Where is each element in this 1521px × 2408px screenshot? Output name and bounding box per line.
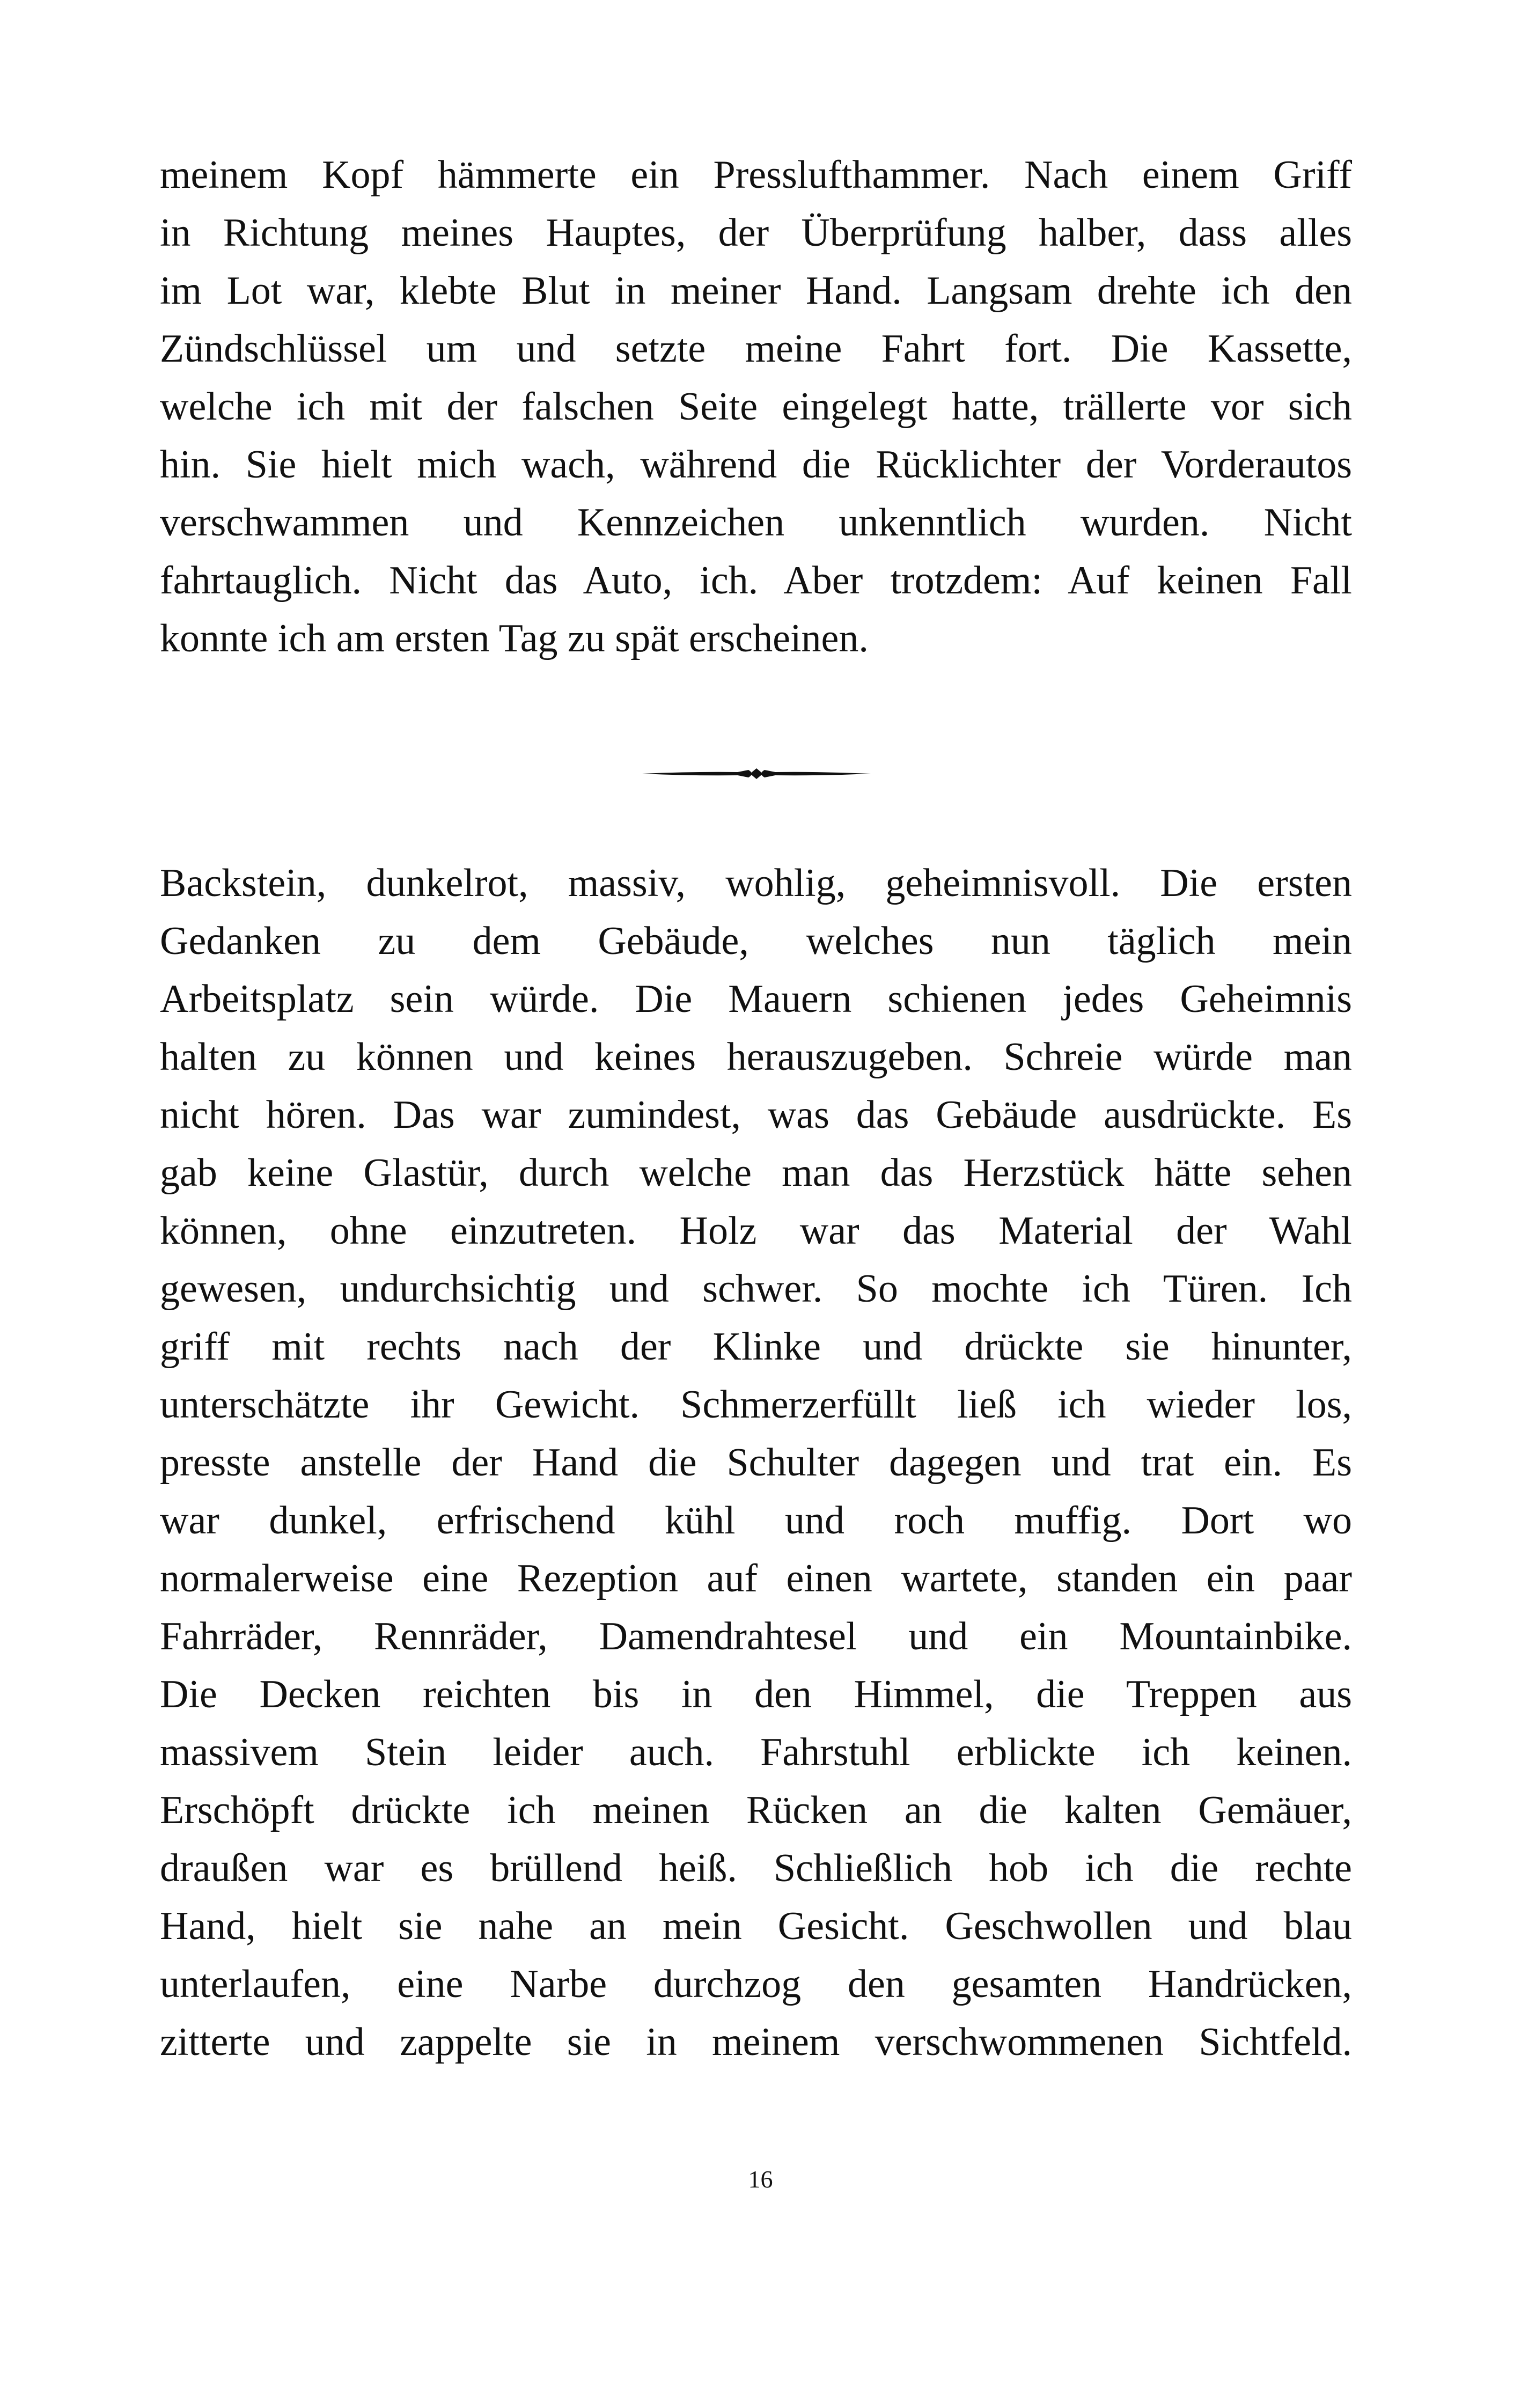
text-line: war dunkel, erfrischend kühl und roch muffig. Dort wo bbox=[160, 1499, 1352, 1543]
text-line: gewesen, undurchsichtig und schwer. So mochte ich Türen. Ich bbox=[160, 1267, 1352, 1311]
text-line: halten zu können und keines herauszugeben. Schreie würde man bbox=[160, 1035, 1352, 1079]
text-line: massivem Stein leider auch. Fahrstuhl erblickte ich keinen. bbox=[160, 1730, 1352, 1774]
text-line: können, ohne einzutreten. Holz war das Material der Wahl bbox=[160, 1209, 1352, 1253]
text-line: hin. Sie hielt mich wach, während die Rücklichter der Vorderautos bbox=[160, 443, 1352, 487]
text-line: Arbeitsplatz sein würde. Die Mauern schienen jedes Geheimnis bbox=[160, 977, 1352, 1021]
text-line: unterschätzte ihr Gewicht. Schmerzerfüllt ließ ich wieder los, bbox=[160, 1383, 1352, 1427]
text-line: griff mit rechts nach der Klinke und drückte sie hinunter, bbox=[160, 1325, 1352, 1369]
text-line: draußen war es brüllend heiß. Schließlich hob ich die rechte bbox=[160, 1846, 1352, 1890]
text-line: welche ich mit der falschen Seite eingelegt hatte, trällerte vor sich bbox=[160, 385, 1352, 429]
text-line: Fahrräder, Rennräder, Damendrahtesel und ein Mountainbike. bbox=[160, 1614, 1352, 1658]
text-line: Die Decken reichten bis in den Himmel, die Treppen aus bbox=[160, 1672, 1352, 1716]
text-line: in Richtung meines Hauptes, der Überprüfung halber, dass alles bbox=[160, 211, 1352, 255]
text-line: gab keine Glastür, durch welche man das Herzstück hätte sehen bbox=[160, 1151, 1352, 1195]
text-line: Zündschlüssel um und setzte meine Fahrt fort. Die Kassette, bbox=[160, 327, 1352, 371]
ornament-center-diamond bbox=[750, 768, 763, 779]
text-line: fahrtauglich. Nicht das Auto, ich. Aber trotzdem: Auf keinen Fall bbox=[160, 559, 1352, 603]
text-line: Gedanken zu dem Gebäude, welches nun täglich mein bbox=[160, 919, 1352, 963]
section-break-ornament-icon bbox=[641, 763, 872, 784]
text-line: meinem Kopf hämmerte ein Presslufthammer. Nach einem Griff bbox=[160, 153, 1352, 197]
page-number: 16 bbox=[748, 2165, 773, 2193]
paragraph-2 bbox=[160, 854, 1352, 2071]
text-line: normalerweise eine Rezeption auf einen wartete, standen ein paar bbox=[160, 1557, 1352, 1601]
text-line: konnte ich am ersten Tag zu spät erscheinen. bbox=[160, 616, 869, 660]
text-line: zitterte und zappelte sie in meinem verschwommenen Sichtfeld. bbox=[160, 2020, 1352, 2064]
ornament-left-stroke bbox=[642, 770, 752, 777]
paragraph-1 bbox=[160, 146, 1352, 667]
text-line: Hand, hielt sie nahe an mein Gesicht. Geschwollen und blau bbox=[160, 1904, 1352, 1948]
ornament-right-stroke bbox=[761, 770, 871, 777]
text-line: Erschöpft drückte ich meinen Rücken an die kalten Gemäuer, bbox=[160, 1788, 1352, 1832]
text-line: presste anstelle der Hand die Schulter dagegen und trat ein. Es bbox=[160, 1441, 1352, 1485]
text-line: im Lot war, klebte Blut in meiner Hand. Langsam drehte ich den bbox=[160, 269, 1352, 313]
text-line: unterlaufen, eine Narbe durchzog den gesamten Handrücken, bbox=[160, 1962, 1352, 2006]
text-line: nicht hören. Das war zumindest, was das Gebäude ausdrückte. Es bbox=[160, 1093, 1352, 1137]
text-line: verschwammen und Kennzeichen unkenntlich wurden. Nicht bbox=[160, 501, 1352, 545]
text-line: Backstein, dunkelrot, massiv, wohlig, geheimnisvoll. Die ersten bbox=[160, 861, 1352, 905]
